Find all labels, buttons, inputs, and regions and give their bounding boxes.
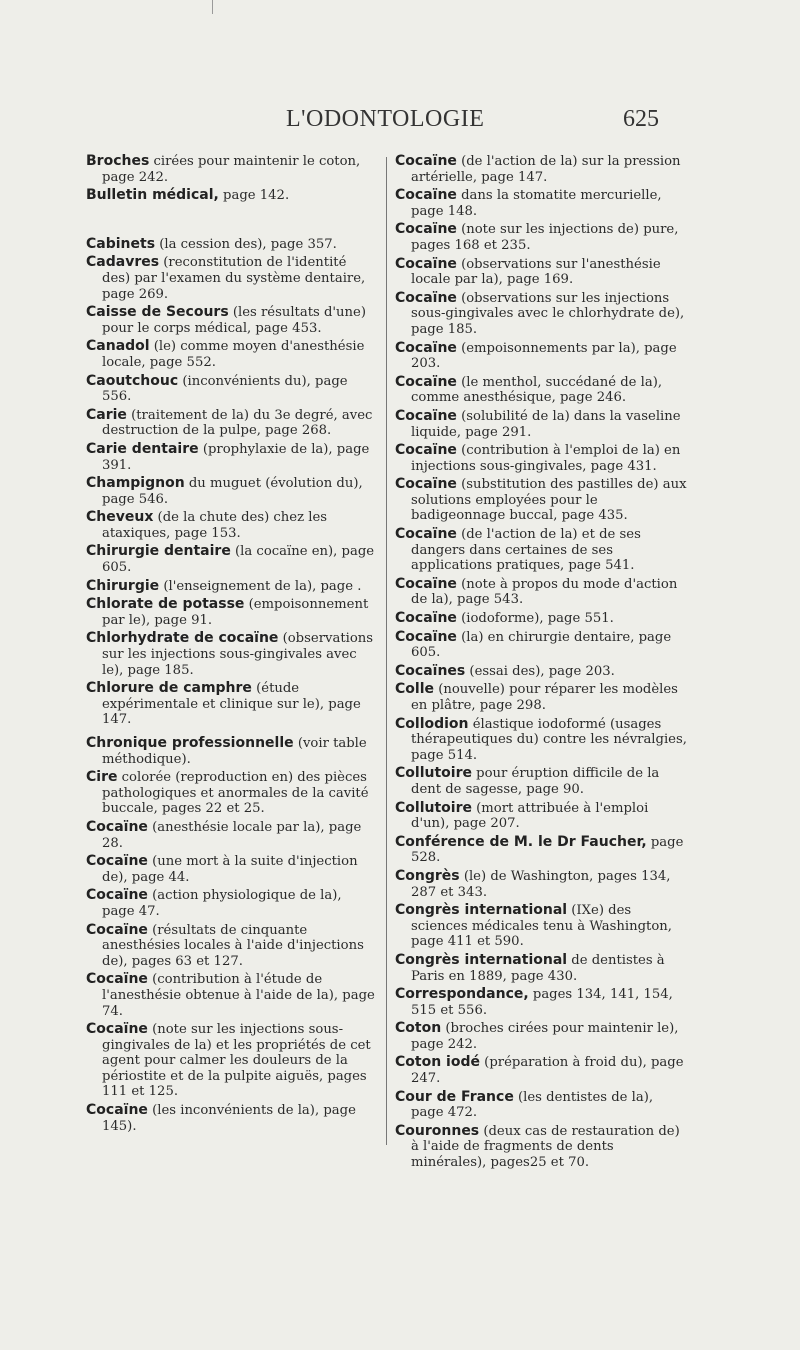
entry-head: Cocaïne <box>395 339 457 356</box>
index-entry <box>86 923 376 970</box>
entry-text: (de l'action de la) et de ses dangers dans certaines de ses applications pratiques, page 541. <box>411 527 641 574</box>
index-entry <box>395 1055 687 1086</box>
entry-head: Coton iodé <box>395 1054 480 1071</box>
index-entry <box>395 1124 687 1171</box>
entry-head: Cocaïne <box>395 526 457 543</box>
entry-text: (les résultats d'une) pour le corps médical, page 453. <box>102 305 366 336</box>
entry-head: Cocaïnes <box>395 662 466 679</box>
index-entry <box>86 888 376 919</box>
entry-head: Chirurgie dentaire <box>86 543 231 560</box>
entry-head: Cour de France <box>395 1088 514 1105</box>
index-entry <box>395 154 687 185</box>
entry-text: page 142. <box>218 188 290 204</box>
entry-head: Correspondance, <box>395 986 529 1003</box>
entry-text: (note sur les injections de) pure, pages 168 et 235. <box>411 222 679 253</box>
entry-text: du muguet (évolution du), page 546. <box>102 476 363 507</box>
entry-head: Congrès international <box>395 951 568 968</box>
index-entry <box>395 903 687 950</box>
entry-text: (la cession des), page 357. <box>155 236 337 252</box>
index-entry <box>86 544 376 575</box>
entry-head: Canadol <box>86 338 150 355</box>
entry-head: Cocaïne <box>395 187 457 204</box>
entry-text: (l'enseignement de la), page . <box>159 578 362 594</box>
index-entry <box>86 854 376 885</box>
entry-head: Cocaïne <box>86 1102 148 1119</box>
entry-head: Champignon <box>86 475 185 492</box>
entry-head: Cocaïne <box>395 373 457 390</box>
index-entry <box>395 766 687 797</box>
left-column <box>86 154 376 1137</box>
entry-text: (note à propos du mode d'action de la), page 543. <box>411 576 678 608</box>
column-rule <box>386 157 387 1145</box>
entry-text: (de l'action de la) sur la pression artérielle, page 147. <box>411 154 681 185</box>
index-entry <box>395 717 687 764</box>
entry-head: Cocaïne <box>395 289 457 306</box>
entry-text: (deux cas de restauration de) à l'aide de fragments de dents minérales), pages25 et 70. <box>411 1123 680 1171</box>
entry-text: (broches cirées pour maintenir le), page 242. <box>411 1021 679 1052</box>
index-entry <box>86 374 376 405</box>
index-entry <box>395 953 687 984</box>
index-entry <box>395 1021 687 1052</box>
entry-text: (IXe) des sciences médicales tenu à Washington, page 411 et 590. <box>411 903 672 950</box>
entry-head: Cocaïne <box>395 610 457 627</box>
index-entry <box>86 154 376 185</box>
section-gap <box>86 207 376 237</box>
entry-text: (contribution à l'étude de l'anesthésie obtenue à l'aide de la), page 74. <box>102 972 375 1019</box>
entry-head: Chlorhydrate de cocaïne <box>86 630 279 647</box>
index-entry <box>86 476 376 507</box>
entry-head: Cocaïne <box>395 153 457 169</box>
entry-text: (nouvelle) pour réparer les modèles en plâtre, page 298. <box>411 682 678 713</box>
index-entry <box>395 341 687 372</box>
index-entry <box>86 579 376 595</box>
entry-head: Cocaïne <box>395 442 457 459</box>
entry-text: pour éruption difficile de la dent de sagesse, page 90. <box>411 766 660 797</box>
entry-head: Cocaïne <box>86 921 148 938</box>
entry-head: Carie dentaire <box>86 440 199 457</box>
index-entry <box>86 339 376 370</box>
index-entry <box>395 527 687 574</box>
index-entry <box>86 510 376 541</box>
entry-head: Caisse de Secours <box>86 304 229 321</box>
entry-head: Chlorate de potasse <box>86 596 245 613</box>
index-entry <box>86 305 376 336</box>
index-entry <box>395 611 687 627</box>
entry-text: (prophylaxie de la), page 391. <box>102 441 370 473</box>
entry-text: (substitution des pastilles de) aux solutions employées pour le badigeonnage buccal, page 435. <box>411 477 687 524</box>
entry-head: Couronnes <box>395 1122 480 1139</box>
entry-text: (empoisonnement par le), page 91. <box>102 597 369 628</box>
running-head: L'ODONTOLOGIE <box>286 106 485 132</box>
entry-head: Cocaïne <box>395 476 457 493</box>
entry-head: Cocaïne <box>86 971 148 988</box>
entry-text: élastique iodoformé (usages thérapeutiques du) contre les névralgies, page 514. <box>411 716 687 763</box>
entry-text: cirées pour maintenir le coton, page 242. <box>102 154 361 185</box>
entry-head: Collutoire <box>395 799 472 816</box>
index-entry <box>395 1090 687 1121</box>
entry-text: (iodoforme), page 551. <box>456 611 614 627</box>
entry-text: dans la stomatite mercurielle, page 148. <box>411 188 662 219</box>
entry-text: (le menthol, succédané de la), comme anesthésique, page 246. <box>411 374 663 406</box>
entry-text: (le) de Washington, pages 134, 287 et 343. <box>411 868 671 900</box>
index-entry <box>86 681 376 728</box>
entry-text: (empoisonnements par la), page 203. <box>411 340 677 372</box>
entry-head: Chirurgie <box>86 577 160 594</box>
index-entry <box>395 801 687 832</box>
index-entry <box>395 375 687 406</box>
index-entry <box>86 972 376 1019</box>
entry-head: Chronique professionnelle <box>86 735 294 751</box>
entry-head: Bulletin médical, <box>86 187 219 204</box>
entry-head: Congrès international <box>395 902 568 919</box>
entry-text: (action physiologique de la), page 47. <box>102 888 342 919</box>
entry-text: (les inconvénients de la), page 145). <box>102 1103 356 1134</box>
index-entry <box>86 1103 376 1134</box>
entry-head: Collutoire <box>395 765 472 782</box>
index-entry <box>395 630 687 661</box>
index-entry <box>86 237 376 253</box>
entry-head: Cocaïne <box>395 407 457 424</box>
entry-text: (observations sur l'anesthésie locale par la), page 169. <box>411 256 661 288</box>
index-entry <box>86 736 376 767</box>
entry-text: (la) en chirurgie dentaire, page 605. <box>411 629 672 661</box>
entry-head: Caoutchouc <box>86 372 179 389</box>
entry-head: Cocaïne <box>395 575 457 592</box>
index-entry <box>395 577 687 608</box>
entry-text: (note sur les injections sous-gingivales de la) et les propriétés de cet agent pour calmer les douleurs de la périostite et de la pulpite aiguës, pages 111 et 125. <box>102 1022 371 1100</box>
entry-head: Cocaïne <box>86 853 148 870</box>
index-entry <box>395 188 687 219</box>
entry-text: page 528. <box>411 834 684 866</box>
entry-text: (reconstitution de l'identité des) par l'examen du système dentaire, page 269. <box>102 255 366 302</box>
entry-text: (mort attribuée à l'emploi d'un), page 207. <box>411 800 649 832</box>
entry-head: Cocaïne <box>395 221 457 238</box>
entry-head: Collodion <box>395 715 469 732</box>
entry-head: Chlorure de camphre <box>86 680 252 697</box>
index-entry <box>86 1022 376 1100</box>
entry-head: Congrès <box>395 867 460 884</box>
entry-text: (essai des), page 203. <box>465 663 615 679</box>
entry-head: Cabinets <box>86 235 156 252</box>
entry-head: Coton <box>395 1020 442 1037</box>
index-entry <box>86 770 376 817</box>
entry-text: (étude expérimentale et clinique sur le), page 147. <box>102 681 361 728</box>
entry-text: (résultats de cinquante anesthésies locales à l'aide d'injections de), pages 63 et 127. <box>102 922 364 969</box>
index-entry <box>86 631 376 678</box>
scan-mark <box>212 0 213 14</box>
page-number: 625 <box>623 106 659 132</box>
entry-text: (observations sur les injections sous-gingivales avec le chlorhydrate de), page 185. <box>411 290 685 337</box>
index-entry <box>395 682 687 713</box>
index-entry <box>395 257 687 288</box>
entry-head: Colle <box>395 681 434 698</box>
index-entry <box>395 291 687 338</box>
entry-head: Cocaïne <box>86 887 148 904</box>
entry-text: de dentistes à Paris en 1889, page 430. <box>411 952 665 984</box>
index-entry <box>86 597 376 628</box>
index-entry <box>395 869 687 900</box>
entry-text: (le) comme moyen d'anesthésie locale, page 552. <box>102 339 365 370</box>
entry-head: Cocaïne <box>395 255 457 272</box>
index-entry <box>395 222 687 253</box>
entry-text: (contribution à l'emploi de la) en injections sous-gingivales, page 431. <box>411 443 681 474</box>
index-entry <box>395 987 687 1018</box>
right-column <box>395 154 687 1174</box>
entry-head: Cadavres <box>86 254 160 271</box>
entry-text: (les dentistes de la), page 472. <box>411 1089 654 1121</box>
entry-head: Broches <box>86 153 150 169</box>
entry-text: (observations sur les injections sous-gingivales avec le), page 185. <box>102 631 374 678</box>
entry-text: (voir table méthodique). <box>102 736 367 767</box>
index-entry <box>86 188 376 204</box>
index-entry <box>86 255 376 302</box>
entry-text: (solubilité de la) dans la vaseline liquide, page 291. <box>411 408 681 440</box>
entry-text: (la cocaïne en), page 605. <box>102 544 375 576</box>
index-entry <box>86 408 376 439</box>
index-entry <box>86 442 376 473</box>
entry-head: Cire <box>86 769 118 786</box>
entry-text: colorée (reproduction en) des pièces pathologiques et anormales de la cavité buccale, pages 22 et 25. <box>102 770 369 817</box>
entry-head: Cocaïne <box>395 628 457 645</box>
index-entry <box>395 443 687 474</box>
entry-text: pages 134, 141, 154, 515 et 556. <box>411 987 673 1018</box>
index-entry <box>395 835 687 866</box>
entry-head: Cocaïne <box>86 1021 148 1038</box>
index-entry <box>395 477 687 524</box>
entry-text: (inconvénients du), page 556. <box>102 373 348 405</box>
entry-head: Conférence de M. le Dr Faucher, <box>395 833 647 850</box>
entry-text: (traitement de la) du 3e degré, avec destruction de la pulpe, page 268. <box>102 407 373 439</box>
entry-text: (anesthésie locale par la), page 28. <box>102 819 362 851</box>
entry-head: Cheveux <box>86 509 154 526</box>
entry-text: (une mort à la suite d'injection de), page 44. <box>102 854 358 885</box>
index-entry <box>395 409 687 440</box>
index-entry <box>395 664 687 680</box>
entry-head: Cocaïne <box>86 818 148 835</box>
entry-text: (préparation à froid du), page 247. <box>411 1055 684 1087</box>
entry-text: (de la chute des) chez les ataxiques, page 153. <box>102 510 328 541</box>
index-entry <box>86 820 376 851</box>
entry-head: Carie <box>86 406 127 423</box>
